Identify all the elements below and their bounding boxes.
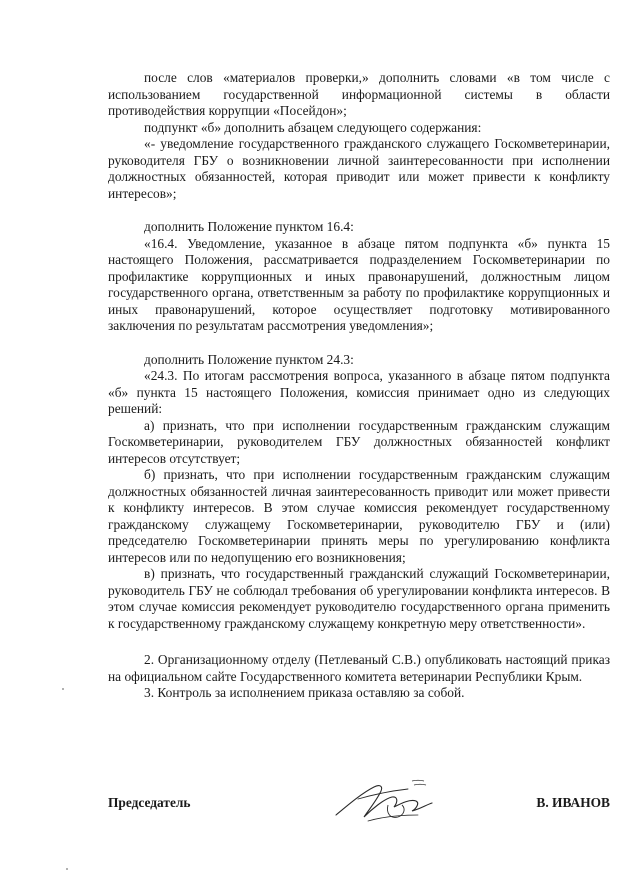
paragraph-gap <box>108 632 610 652</box>
paragraph-decision-c: в) признать, что государственный гражданский служащий Госкомветеринарии, руководитель ГБУ не соблюдал требования об урегулировании конфликта интересов. В этом случае комиссия рекомендует руководителю государственного органа применить к государственному гражданскому служащему конкретную меру ответственности». <box>108 566 610 631</box>
paragraph-notification-quote: «- уведомление государственного гражданского служащего Госкомветеринарии, руководителя ГБУ о возникновении личной заинтересованности при исполнении должностных обязанностей, которая приводит или может привести к конфликту интересов»; <box>108 136 610 201</box>
paragraph-publish-order: 2. Организационному отделу (Петлеваный С.В.) опубликовать настоящий приказ на официальном сайте Государственного комитета ветеринарии Республики Крым. <box>108 652 610 684</box>
paragraph-decision-a: а) признать, что при исполнении государственным гражданским служащим Госкомветеринарии, руководителем ГБУ должностных обязанностей конфликт интересов отсутствует; <box>108 417 610 466</box>
paragraph-gap <box>108 202 610 219</box>
paragraph-16-4-text: «16.4. Уведомление, указанное в абзаце пятом подпункта «б» пункта 15 настоящего Положения, рассматривается подразделением Госкомветеринарии по профилактике коррупционных и иных правонарушений, должностным лицом государственного органа, ответственным за работу по профилактике коррупционных и иных правонарушений, которое осуществляет подготовку мотивированного заключения по результатам рассмотрения уведомления»; <box>108 235 610 333</box>
paragraph-gap <box>108 335 610 352</box>
signer-name: В. ИВАНОВ <box>536 795 610 810</box>
paragraph-decision-b: б) признать, что при исполнении государственным гражданским служащим должностных обязанностей личная заинтересованность приводит или может привести к конфликту интересов. В этом случае комиссия рекомендует государственному гражданскому служащему Госкомветеринарии, руководителю ГБУ и (или) председателю Госкомветеринарии принять меры по урегулированию конфликта интересов или по недопущению его возникновения; <box>108 467 610 565</box>
signature-block <box>108 795 610 835</box>
paragraph-subpoint-b: подпункт «б» дополнить абзацем следующего содержания: <box>144 119 482 135</box>
scan-speck <box>62 688 64 690</box>
paragraph-control: 3. Контроль за исполнением приказа оставляю за собой. <box>144 685 465 700</box>
handwritten-signature-icon <box>328 775 438 831</box>
scan-speck <box>66 868 68 870</box>
paragraph-amend-verification: после слов «материалов проверки,» дополнить словами «в том числе с использованием государственной информационной системы в области противодействия коррупции «Посейдон»; <box>108 70 610 118</box>
document-body <box>108 70 610 702</box>
paragraph-add-24-3: дополнить Положение пунктом 24.3: <box>144 351 354 367</box>
signer-position: Председатель <box>108 795 191 810</box>
paragraph-add-16-4: дополнить Положение пунктом 16.4: <box>144 219 354 234</box>
paragraph-24-3-text: «24.3. По итогам рассмотрения вопроса, указанного в абзаце пятом подпункта «б» пункта 15 настоящего Положения, комиссия принимает одно из следующих решений: <box>108 368 610 416</box>
